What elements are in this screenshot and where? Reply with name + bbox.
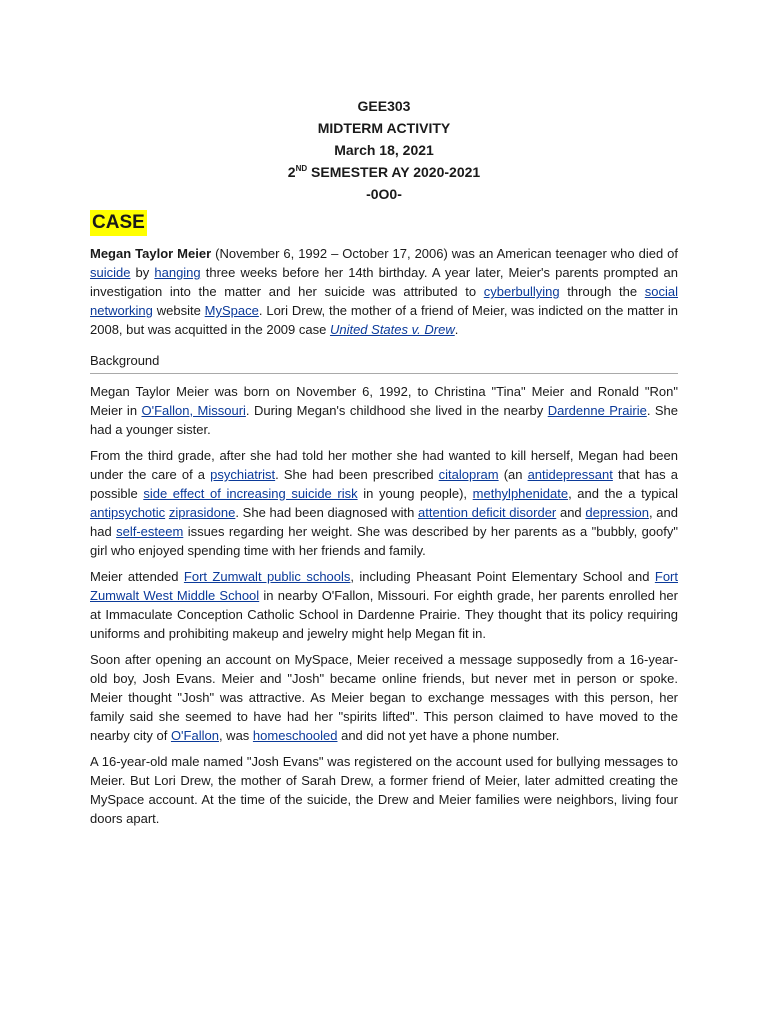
link-ziprasidone[interactable]: ziprasidone bbox=[168, 505, 236, 520]
link-depression[interactable]: depression bbox=[585, 505, 649, 520]
link-attention-deficit-disorder[interactable]: attention deficit disorder bbox=[418, 505, 557, 520]
intro-paragraph: Megan Taylor Meier (November 6, 1992 – October 17, 2006) was an American teenager who died of suicide by hanging three weeks before her 14th birthday. A year later, Meier's parents prompted an investigation into the matter and her suicide was attributed to cyberbullying through the social networking website MySpace. Lori Drew, the mother of a friend of Meier, was indicted on the matter in 2008, but was acquitted in the 2009 case United States v. Drew. bbox=[90, 246, 679, 337]
link-social-networking[interactable]: social networking bbox=[90, 284, 679, 318]
school-paragraph: Meier attended Fort Zumwalt public schools, including Pheasant Point Elementary School and Fort Zumwalt West Middle School in nearby O'Fallon, Missouri. For eighth grade, her parents enrolled her at Immaculate Conception Catholic School in Dardenne Prairie. They thought that its policy requiring uniforms and prohibiting makeup and jewelry might help Megan fit in. bbox=[90, 569, 678, 641]
link-fort-zumwalt-west-middle-school[interactable]: Fort Zumwalt West Middle School bbox=[90, 569, 678, 603]
course-code: GEE303 bbox=[357, 98, 411, 114]
account-paragraph: A 16-year-old male named "Josh Evans" was registered on the account used for bullying messages to Meier. But Lori Drew, the mother of Sarah Drew, a former friend of Meier, later admitted creating the MySpace account. At the time of the suicide, the Drew and Meier families were neighbors, living four doors apart. bbox=[90, 754, 678, 826]
semester-line: 2ND SEMESTER AY 2020-2021 bbox=[287, 164, 481, 180]
activity-date: March 18, 2021 bbox=[334, 142, 434, 158]
link-dardenne-prairie[interactable]: Dardenne Prairie bbox=[547, 403, 647, 418]
activity-title: MIDTERM ACTIVITY bbox=[317, 120, 451, 136]
link-citalopram[interactable]: citalopram bbox=[438, 467, 499, 482]
subject-name: Megan Taylor Meier bbox=[90, 246, 212, 261]
birth-paragraph: Megan Taylor Meier was born on November 6, 1992, to Christina "Tina" Meier and Ronald "Ron" Meier in O'Fallon, Missouri. During Megan's childhood she lived in the nearby Dardenne Prairie. She had a younger sister. bbox=[90, 384, 678, 437]
ornament-divider: -0O0- bbox=[366, 186, 402, 202]
link-hanging[interactable]: hanging bbox=[154, 265, 201, 280]
document-body bbox=[90, 244, 678, 835]
myspace-paragraph: Soon after opening an account on MySpace, Meier received a message supposedly from a 16-year-old boy, Josh Evans. Meier and "Josh" became online friends, but never met in person or spoke. Meier thought "Josh" was attractive. As Meier began to exchange messages with this person, her family said she seemed to have had her "spirits lifted". This person claimed to have moved to the nearby city of O'Fallon, was homeschooled and did not yet have a phone number. bbox=[90, 652, 678, 743]
background-heading: Background bbox=[90, 351, 678, 374]
link-homeschooled[interactable]: homeschooled bbox=[252, 728, 338, 743]
link-antidepressant[interactable]: antidepressant bbox=[527, 467, 613, 482]
link-methylphenidate[interactable]: methylphenidate bbox=[472, 486, 569, 501]
link-psychiatrist[interactable]: psychiatrist bbox=[210, 467, 276, 482]
link-antipsychotic[interactable]: antipsychotic bbox=[90, 505, 166, 520]
link-cyberbullying[interactable]: cyberbullying bbox=[483, 284, 560, 299]
link-side-effect[interactable]: side effect of increasing suicide risk bbox=[143, 486, 358, 501]
case-heading: CASE bbox=[90, 210, 147, 236]
link-ofallon[interactable]: O'Fallon bbox=[170, 728, 219, 743]
link-united-states-v-drew[interactable]: United States v. Drew bbox=[329, 322, 455, 337]
link-self-esteem[interactable]: self-esteem bbox=[116, 524, 184, 539]
link-ofallon-missouri[interactable]: O'Fallon, Missouri bbox=[141, 403, 246, 418]
document-header bbox=[0, 95, 768, 205]
link-fort-zumwalt-public-schools[interactable]: Fort Zumwalt public schools bbox=[183, 569, 351, 584]
link-suicide[interactable]: suicide bbox=[90, 265, 131, 280]
link-myspace[interactable]: MySpace bbox=[204, 303, 259, 318]
health-paragraph: From the third grade, after she had told her mother she had wanted to kill herself, Megan had been under the care of a psychiatrist. She had been prescribed citalopram (an antidepressant that has a possible side effect of increasing suicide risk in young people), methylphenidate, and the a typical antipsychotic ziprasidone. She had been diagnosed with attention deficit disorder and depression, and had self-esteem issues regarding her weight. She was described by her parents as a "bubbly, goofy" girl who enjoyed spending time with her friends and family. bbox=[90, 448, 679, 558]
